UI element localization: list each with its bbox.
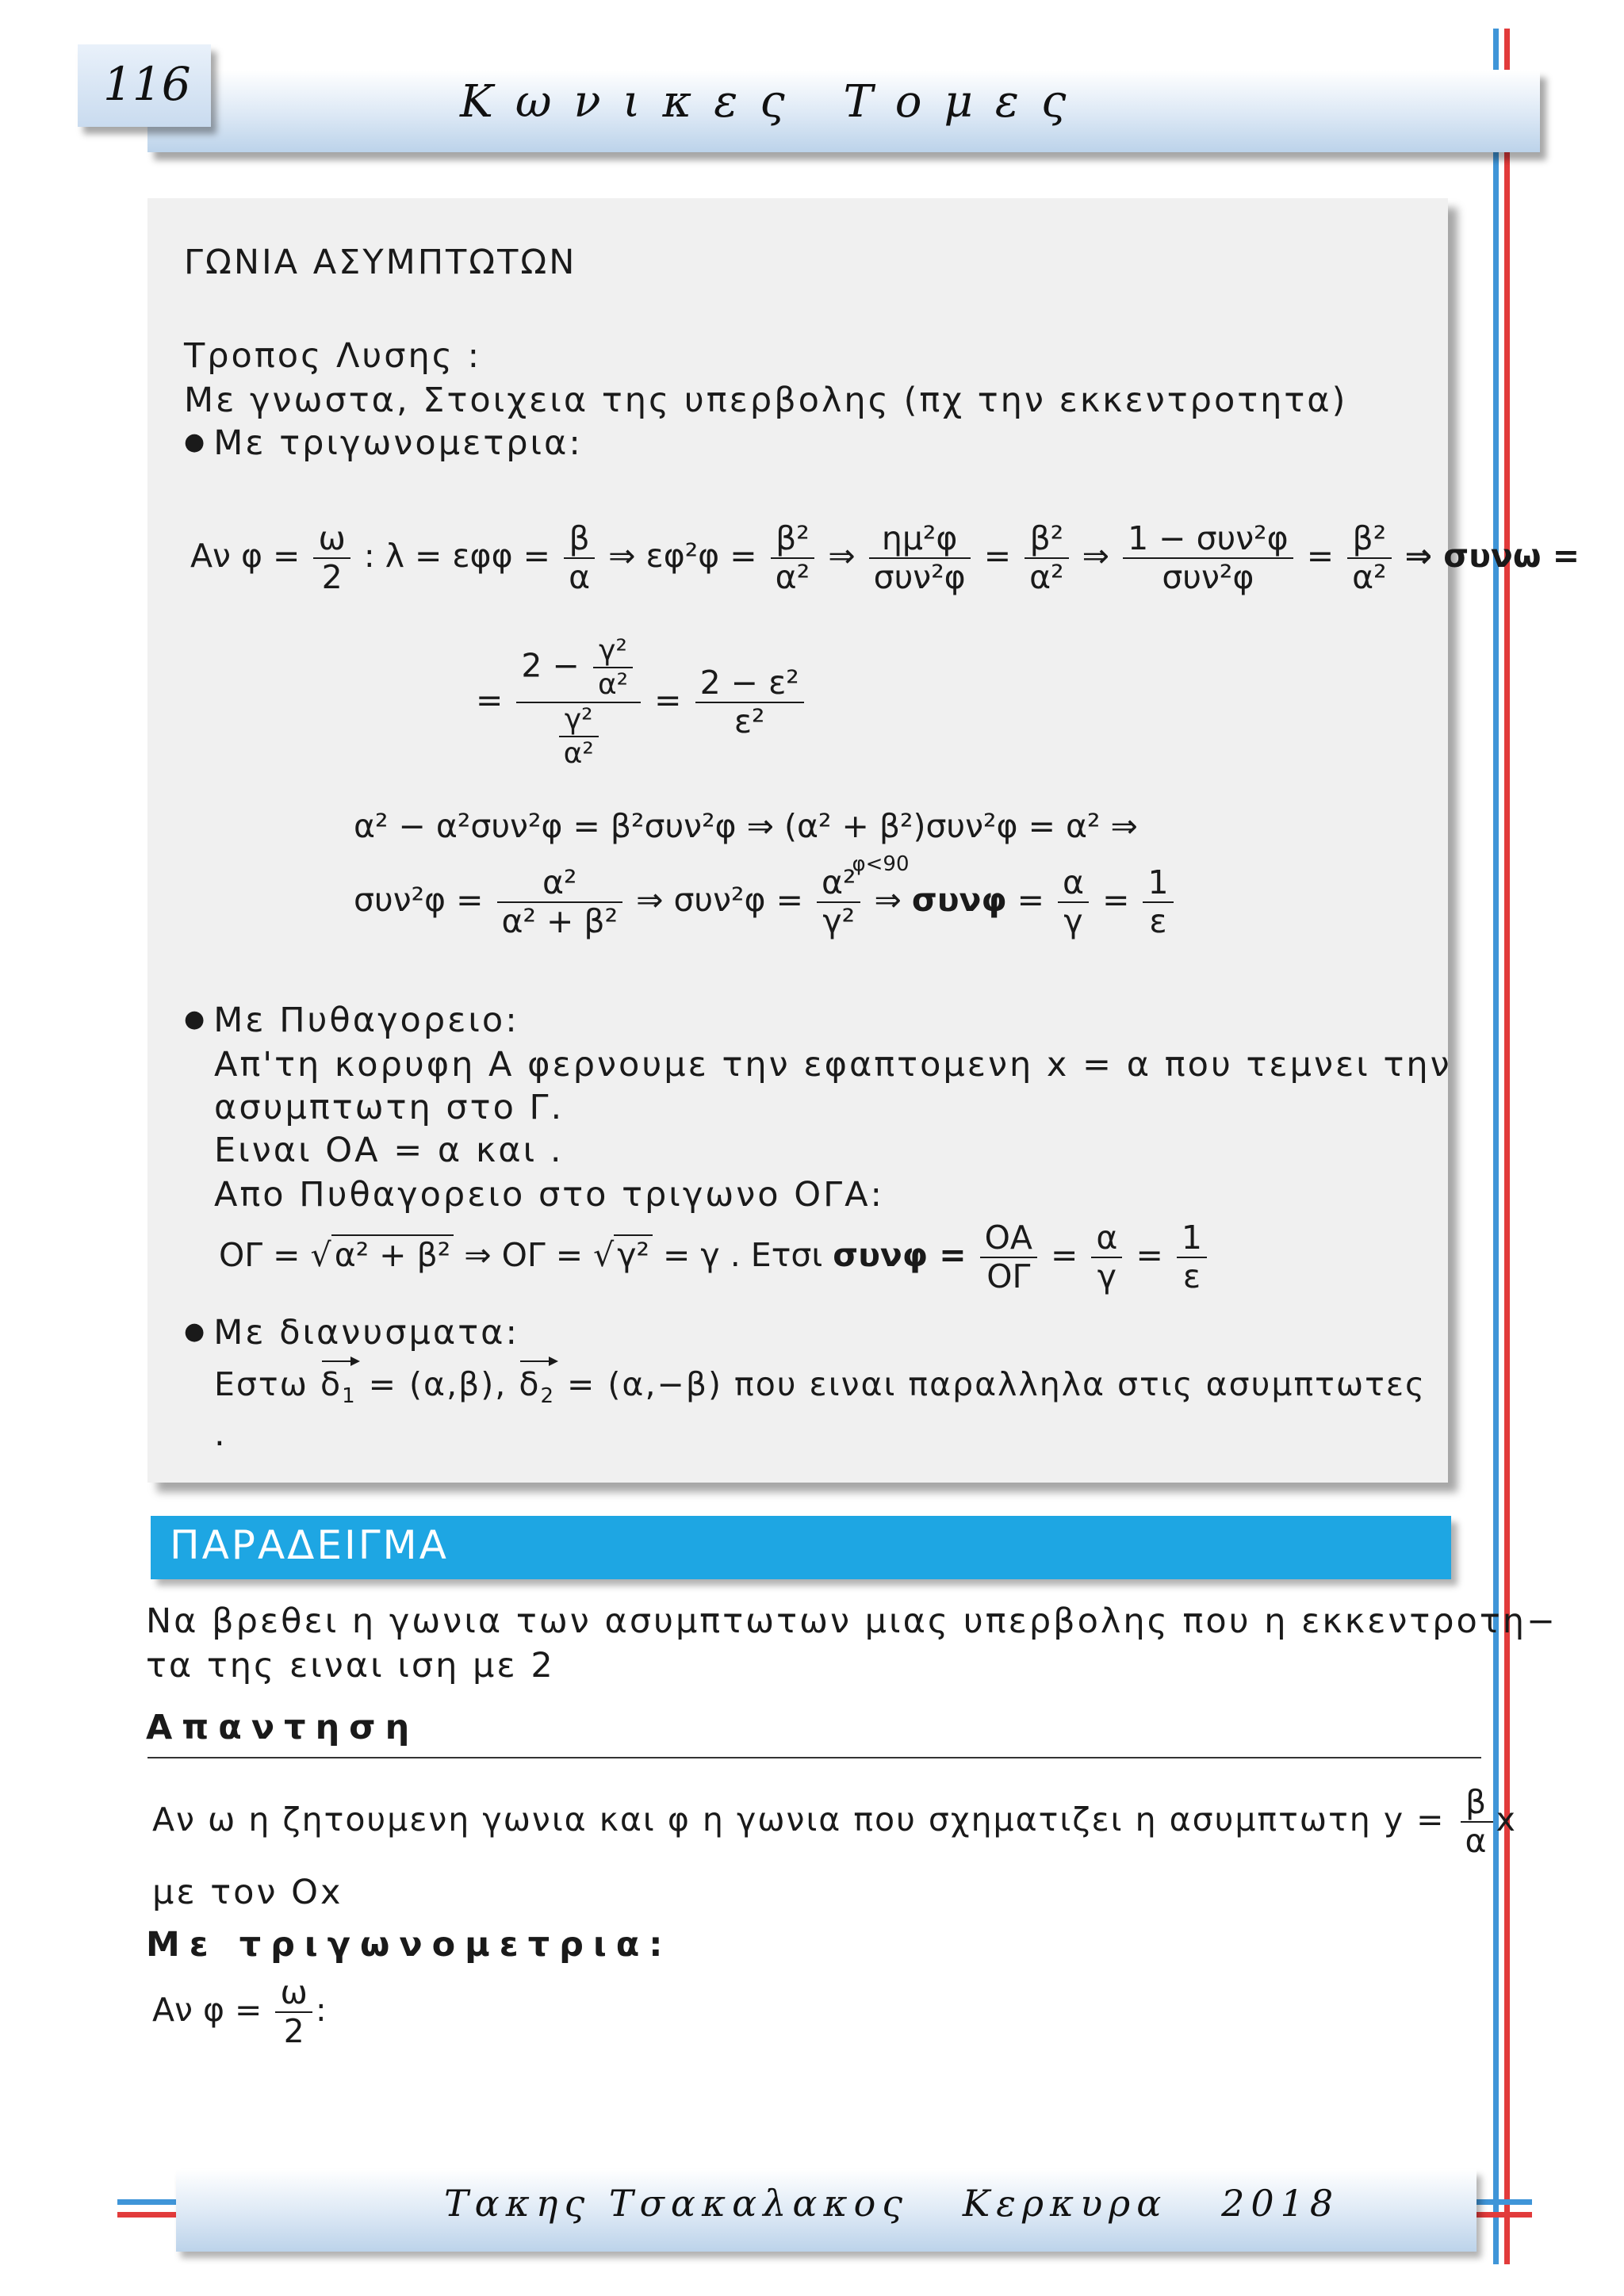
theory-end-dot: . [214, 1414, 228, 1454]
chapter-title: Κωνικες Τομες [460, 76, 1089, 128]
vector-d1: $\delta_1$ [320, 1365, 357, 1409]
method-line: Με γνωστα, Στοιχεια της υπερβολης (πχ την εκκεντροτητα) [184, 381, 1348, 420]
pythagorean-line-3: Ειναι ΟΑ = α και . [214, 1131, 564, 1170]
right-red-stripe [1504, 29, 1510, 2264]
vector-d2: $\delta_2$ [519, 1365, 555, 1409]
equation-3: α² − α²συν²φ = β²συν²φ ⇒ (α² + β²)συν²φ = α² ⇒ [354, 807, 1138, 845]
footer-right-red-stripe [1475, 2212, 1532, 2218]
answer-line-1: Αν ω η ζητουμενη γωνια και φ η γωνια που σχηματιζει η ασυμπτωτη y = $\frac{\beta}{\alpha}$ x [152, 1783, 1517, 1861]
pythagorean-line-2: ασυμπτωτη στο Γ. [214, 1088, 565, 1127]
right-blue-stripe [1493, 29, 1499, 2264]
problem-line-2: τα της ειναι ιση με 2 [146, 1646, 555, 1686]
pythagorean-line-4: Απο Πυθαγορειο στο τριγωνο ΟΓΑ: [214, 1175, 884, 1215]
bullet-icon: ● [184, 428, 208, 456]
bullet-trigonometry: ● Με τριγωνομετρια: [184, 423, 583, 463]
footer-left-blue-stripe [117, 2199, 178, 2205]
theory-heading: ΓΩΝΙΑ ΑΣΥΜΠΤΩΤΩΝ [184, 243, 577, 282]
bullet-pythagorean: ● Με Πυθαγορειο: [184, 1001, 519, 1040]
bullet-icon: ● [184, 1318, 208, 1345]
trig-method-label: Με τριγωνομετρια: [146, 1925, 672, 1965]
answer-equation: Αν φ = $\frac{\omega}{2}$ : [152, 1973, 327, 2051]
equation-5: ΟΓ = √α² + β² ⇒ ΟΓ = √γ² = γ . Ετσι συνφ = $\frac{OA}{O\Gamma}$ = $\frac{\alpha}{\gamma}$ = $\frac{1}{\varepsilon}$ [219, 1219, 1210, 1295]
answer-line-2: με τον Οx [152, 1873, 343, 1912]
equation-2: = 2 − $\frac{\text{γ²}}{\text{α²}}$ $\frac{\text{γ²}}{\text{α²}}$ = $\frac{\text{2 − ε²}}{\text{ε²}}$ [476, 634, 807, 771]
page-number: 116 [103, 57, 191, 111]
pythagorean-line-1: Απ'τη κορυφη Α φερνουμε την εφαπτομενη x = α που τεμνει την [214, 1045, 1452, 1085]
footer-left-red-stripe [117, 2212, 178, 2218]
bullet-icon: ● [184, 1005, 208, 1033]
equation-4: συν²φ = $\frac{\text{α²}}{\text{α² + β²}}$ ⇒ συν²φ = $\frac{\text{α²}}{\text{γ²}}$ φ<90 ⇒ συνφ = $\frac{\alpha}{\gamma}$ = $\frac{1}{\varepsilon}$ [354, 864, 1177, 940]
method-label: Τροπος Λυσης : [184, 336, 482, 376]
bullet-vectors: ● Με διανυσματα: [184, 1313, 519, 1353]
answer-label: Απαντηση [146, 1708, 419, 1747]
footer-text: Τακης Τσακαλακος Κερκυρα 2018 [444, 2182, 1340, 2225]
vector-line: Εστω $\delta_1 = (\alpha,\beta)$, $\delta_2 = (\alpha,-\beta)$ που ειναι παραλληλα στις ασυμπτωτες [214, 1365, 1427, 1409]
problem-line-1: Να βρεθει η γωνια των ασυμπτωτων μιας υπερβολης που η εκκεντροτη− [146, 1601, 1558, 1641]
example-banner-label: ΠΑΡΑΔΕΙΓΜΑ [170, 1522, 449, 1568]
answer-divider [147, 1757, 1481, 1758]
footer-right-blue-stripe [1475, 2199, 1532, 2205]
equation-1: Αν φ = $\frac{\omega}{2}$ : λ = εφφ = $\frac{\beta}{\alpha}$ ⇒ εφ²φ = $\frac{\text{β²}}{\text{α²}}$ ⇒ $\frac{\text{ημ²φ}}{\text{συν²φ}}$ = $\frac{\text{β²}}{\text{α²}}$ ⇒ $\frac{\text{1 − συν²φ}}{\text{συν²φ}}$ = $\frac{\text{β²}}{\text{α²}}$ ⇒ συνω = [190, 519, 1580, 597]
